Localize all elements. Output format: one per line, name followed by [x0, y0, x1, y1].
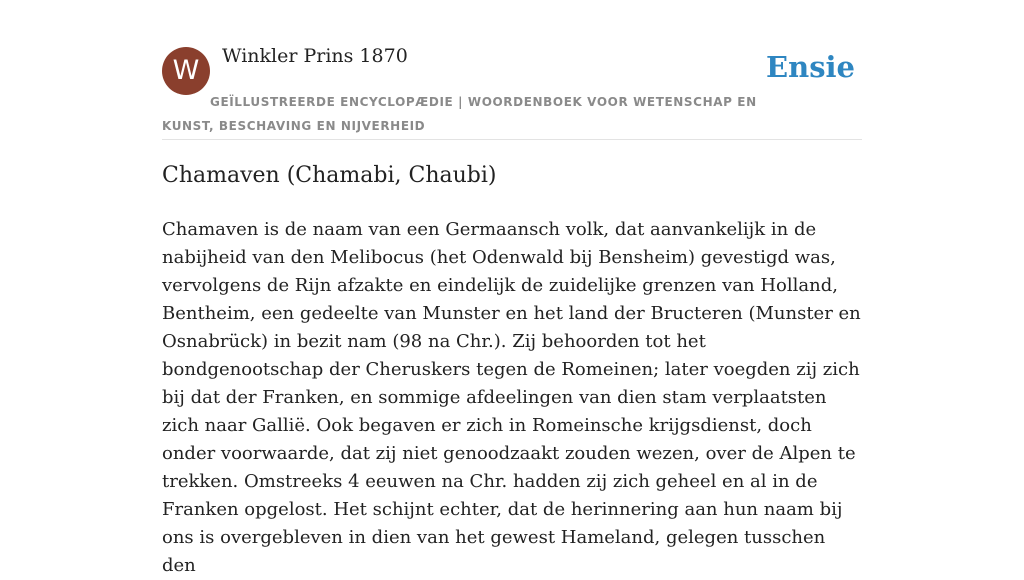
- source-avatar[interactable]: W: [162, 47, 210, 95]
- article-body: Chamaven is de naam van een Germaansch volk, dat aanvankelijk in de nabijheid van den Melibocus (het Odenwald bij Bensheim) gevestigd was, vervolgens de Rijn afzakte en eindelijk de zuidelijke grenzen van Holland, Bentheim, een gedeelte van Munster en het land der Bructeren (Munster en Osnabrück) in bezit nam (98 na Chr.). Zij behoorden tot het bondgenootschap der Cheruskers tegen de Romeinen; later voegden zij zich bij dat der Franken, en sommige afdeelingen van dien stam verplaatsten zich naar Gallië. Ook begaven er zich in Romeinsche krijgsdienst, doch onder voorwaarde, dat zij niet genoodzaakt zouden wezen, over de Alpen te trekken. Omstreeks 4 eeuwen na Chr. hadden zij zich geheel en al in de Franken opgelost. Het schijnt echter, dat de herinnering aan hun naam bij ons is overgebleven in dien van het gewest Hameland, gelegen tusschen den: [162, 219, 861, 576]
- article-title: Chamaven (Chamabi, Chaubi): [162, 163, 497, 188]
- header-divider: [162, 139, 862, 140]
- source-title[interactable]: Winkler Prins 1870: [222, 45, 408, 67]
- ensie-logo[interactable]: Ensie: [766, 50, 855, 84]
- source-subtitle: GEÏLLUSTREERDE ENCYCLOPÆDIE | WOORDENBOEK VOOR WETENSCHAP EN KUNST, BESCHAVING EN NIJVERHEID: [162, 95, 757, 133]
